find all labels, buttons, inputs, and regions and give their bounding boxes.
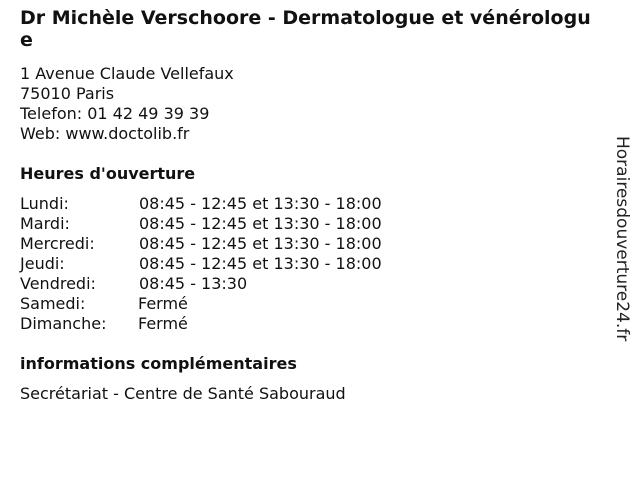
day-label: Jeudi:	[20, 254, 65, 273]
day-hours: 08:45 - 12:45 et 13:30 - 18:00	[139, 234, 382, 253]
site-watermark	[612, 136, 632, 376]
day-hours: 08:45 - 12:45 et 13:30 - 18:00	[139, 214, 382, 233]
day-hours: Fermé	[138, 314, 188, 333]
day-label: Samedi:	[20, 294, 86, 313]
day-label: Mardi:	[20, 214, 70, 233]
address-street: 1 Avenue Claude Vellefaux	[20, 64, 234, 83]
additional-info-heading: informations complémentaires	[20, 354, 297, 373]
address-city: 75010 Paris	[20, 84, 115, 103]
day-hours: 08:45 - 12:45 et 13:30 - 18:00	[139, 254, 382, 273]
day-label: Vendredi:	[20, 274, 96, 293]
hours-row-saturday	[20, 294, 440, 314]
day-hours: 08:45 - 13:30	[139, 274, 248, 293]
practice-title: Dr Michèle Verschoore - Dermatologue et vénérologue	[20, 7, 591, 51]
practice-address	[20, 64, 234, 144]
opening-hours-table	[20, 194, 440, 334]
additional-info-text: Secrétariat - Centre de Santé Sabouraud	[20, 384, 346, 403]
hours-row-thursday	[20, 254, 440, 274]
day-label: Lundi:	[20, 194, 69, 213]
website: Web: www.doctolib.fr	[20, 124, 190, 143]
hours-row-monday	[20, 194, 440, 214]
day-hours: 08:45 - 12:45 et 13:30 - 18:00	[139, 194, 382, 213]
phone-number: Telefon: 01 42 49 39 39	[20, 104, 210, 123]
watermark-text: Horairesdouverture24.fr	[612, 136, 632, 342]
day-hours: Fermé	[138, 294, 188, 313]
day-label: Dimanche:	[20, 314, 107, 333]
hours-row-sunday	[20, 314, 440, 334]
hours-row-tuesday	[20, 214, 440, 234]
hours-row-friday	[20, 274, 440, 294]
hours-row-wednesday	[20, 234, 440, 254]
opening-hours-heading: Heures d'ouverture	[20, 164, 196, 183]
day-label: Mercredi:	[20, 234, 95, 253]
